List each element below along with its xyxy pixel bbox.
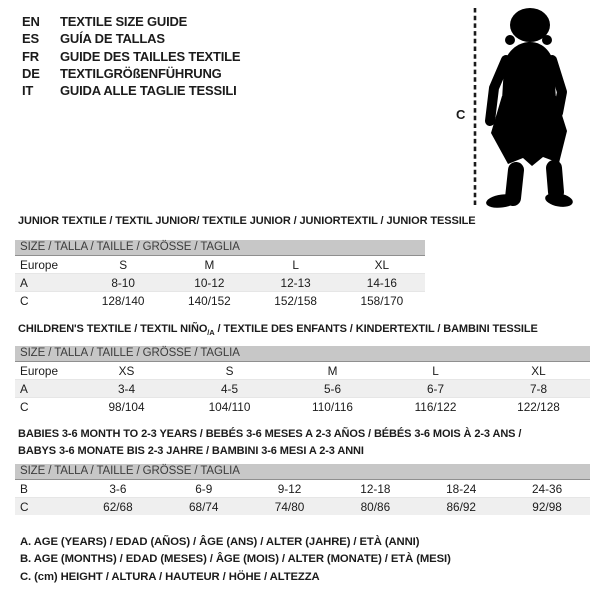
language-title: GUIDA ALLE TAGLIE TESSILI bbox=[60, 83, 237, 99]
size-cell: S bbox=[225, 363, 234, 378]
size-cell: XL bbox=[531, 363, 546, 378]
size-grid bbox=[15, 256, 425, 309]
size-cell: 24-36 bbox=[531, 481, 563, 496]
language-title: TEXTILGRÖßENFÜHRUNG bbox=[60, 65, 222, 81]
children-size-table bbox=[15, 322, 590, 415]
size-cell: 3-4 bbox=[75, 380, 178, 398]
legend-note-b: B. AGE (MONTHS) / EDAD (MESES) / ÂGE (MOIS) / ALTER (MONATE) / ETÀ (MESI) bbox=[20, 553, 451, 566]
size-cell: 74/80 bbox=[247, 498, 333, 516]
row-label: A bbox=[15, 274, 80, 292]
row-label: Europe bbox=[20, 257, 59, 272]
size-grid bbox=[15, 362, 590, 415]
size-cell: L bbox=[292, 257, 299, 272]
size-cell: 6-9 bbox=[195, 481, 213, 496]
size-cell: L bbox=[432, 363, 439, 378]
size-cell: 18-24 bbox=[446, 481, 477, 496]
row-label: B bbox=[20, 481, 28, 496]
table-title-text: CHILDREN'S TEXTILE / TEXTIL NIÑO bbox=[18, 323, 208, 335]
size-cell: 116/122 bbox=[384, 398, 487, 416]
size-cell: M bbox=[327, 363, 338, 378]
size-cell: M bbox=[204, 257, 215, 272]
language-row bbox=[22, 82, 240, 99]
table-title: JUNIOR TEXTILE / TEXTIL JUNIOR/ TEXTILE JUNIOR / JUNIORTEXTIL / JUNIOR TESSILE bbox=[18, 215, 476, 227]
table-row bbox=[15, 362, 590, 380]
language-code: EN bbox=[22, 14, 40, 29]
language-code: FR bbox=[22, 48, 39, 64]
size-cell: 86/92 bbox=[418, 498, 504, 516]
size-header-bar: SIZE / TALLA / TAILLE / GRÖSSE / TAGLIA bbox=[15, 240, 425, 256]
row-label: C bbox=[15, 498, 75, 516]
legend-note-c: C. (cm) HEIGHT / ALTURA / HAUTEUR / HÖHE / ALTEZZA bbox=[20, 570, 320, 583]
size-cell: XS bbox=[118, 363, 135, 378]
size-cell: 62/68 bbox=[75, 498, 161, 516]
size-cell: 5-6 bbox=[281, 380, 384, 398]
size-header-bar: SIZE / TALLA / TAILLE / GRÖSSE / TAGLIA bbox=[15, 464, 590, 480]
size-cell: 104/110 bbox=[178, 398, 281, 416]
babies-size-table bbox=[15, 427, 590, 515]
language-row bbox=[22, 65, 240, 82]
table-title-subscript: /A bbox=[207, 328, 215, 338]
language-header bbox=[22, 13, 240, 99]
size-cell: 140/152 bbox=[166, 292, 252, 310]
table-row bbox=[15, 498, 590, 516]
size-cell: 14-16 bbox=[339, 274, 425, 292]
height-dashed-line-icon bbox=[472, 8, 478, 208]
size-cell: 152/158 bbox=[253, 292, 339, 310]
language-code: ES bbox=[22, 31, 39, 47]
size-cell: 80/86 bbox=[332, 498, 418, 516]
height-label: C bbox=[456, 107, 466, 122]
legend-notes bbox=[20, 534, 451, 586]
language-row bbox=[22, 13, 240, 30]
size-cell: 12-13 bbox=[253, 274, 339, 292]
row-label: C bbox=[15, 398, 75, 416]
legend-note-a: A. AGE (YEARS) / EDAD (AÑOS) / ÂGE (ANS) / ALTER (JAHRE) / ETÀ (ANNI) bbox=[20, 536, 420, 548]
row-label: A bbox=[15, 380, 75, 398]
size-cell: 4-5 bbox=[178, 380, 281, 398]
table-row bbox=[15, 480, 590, 498]
size-cell: 122/128 bbox=[487, 398, 590, 416]
size-cell: 3-6 bbox=[109, 481, 127, 496]
language-title: TEXTILE SIZE GUIDE bbox=[60, 14, 188, 29]
table-row bbox=[15, 398, 590, 416]
table-row bbox=[15, 274, 425, 292]
size-cell: 6-7 bbox=[384, 380, 487, 398]
table-title bbox=[15, 322, 590, 340]
size-cell: 110/116 bbox=[281, 398, 384, 416]
size-header-bar: SIZE / TALLA / TAILLE / GRÖSSE / TAGLIA bbox=[15, 346, 590, 362]
table-title-text: / TEXTILE DES ENFANTS / KINDERTEXTIL / BAMBINI TESSILE bbox=[214, 323, 538, 335]
table-title-line2: BABYS 3-6 MONATE BIS 2-3 JAHRE / BAMBINI 3-6 MESI A 2-3 ANNI bbox=[18, 445, 364, 457]
row-label: Europe bbox=[20, 363, 59, 378]
size-cell: S bbox=[119, 257, 128, 272]
table-row bbox=[15, 380, 590, 398]
table-row bbox=[15, 256, 425, 274]
size-cell: 158/170 bbox=[339, 292, 425, 310]
size-cell: 68/74 bbox=[161, 498, 247, 516]
language-code: DE bbox=[22, 65, 40, 81]
language-title: GUIDE DES TAILLES TEXTILE bbox=[60, 48, 241, 64]
size-grid bbox=[15, 480, 590, 515]
size-cell: 12-18 bbox=[360, 481, 391, 496]
toddler-silhouette-icon bbox=[480, 4, 574, 210]
size-cell: 8-10 bbox=[80, 274, 166, 292]
size-cell: 128/140 bbox=[80, 292, 166, 310]
size-cell: 7-8 bbox=[487, 380, 590, 398]
size-cell: 9-12 bbox=[277, 481, 302, 496]
language-row bbox=[22, 48, 240, 65]
size-cell: 10-12 bbox=[166, 274, 252, 292]
language-row bbox=[22, 30, 240, 47]
language-code: IT bbox=[22, 83, 34, 99]
row-label: C bbox=[15, 292, 80, 310]
size-cell: XL bbox=[374, 257, 390, 272]
table-title-line1: BABIES 3-6 MONTH TO 2-3 YEARS / BEBÉS 3-6 MESES A 2-3 AÑOS / BÉBÉS 3-6 MOIS À 2-3 ANS / bbox=[18, 428, 522, 440]
size-cell: 92/98 bbox=[504, 498, 590, 516]
size-cell: 98/104 bbox=[75, 398, 178, 416]
table-row bbox=[15, 292, 425, 310]
junior-size-table bbox=[15, 214, 476, 309]
language-title: GUÍA DE TALLAS bbox=[60, 31, 165, 47]
